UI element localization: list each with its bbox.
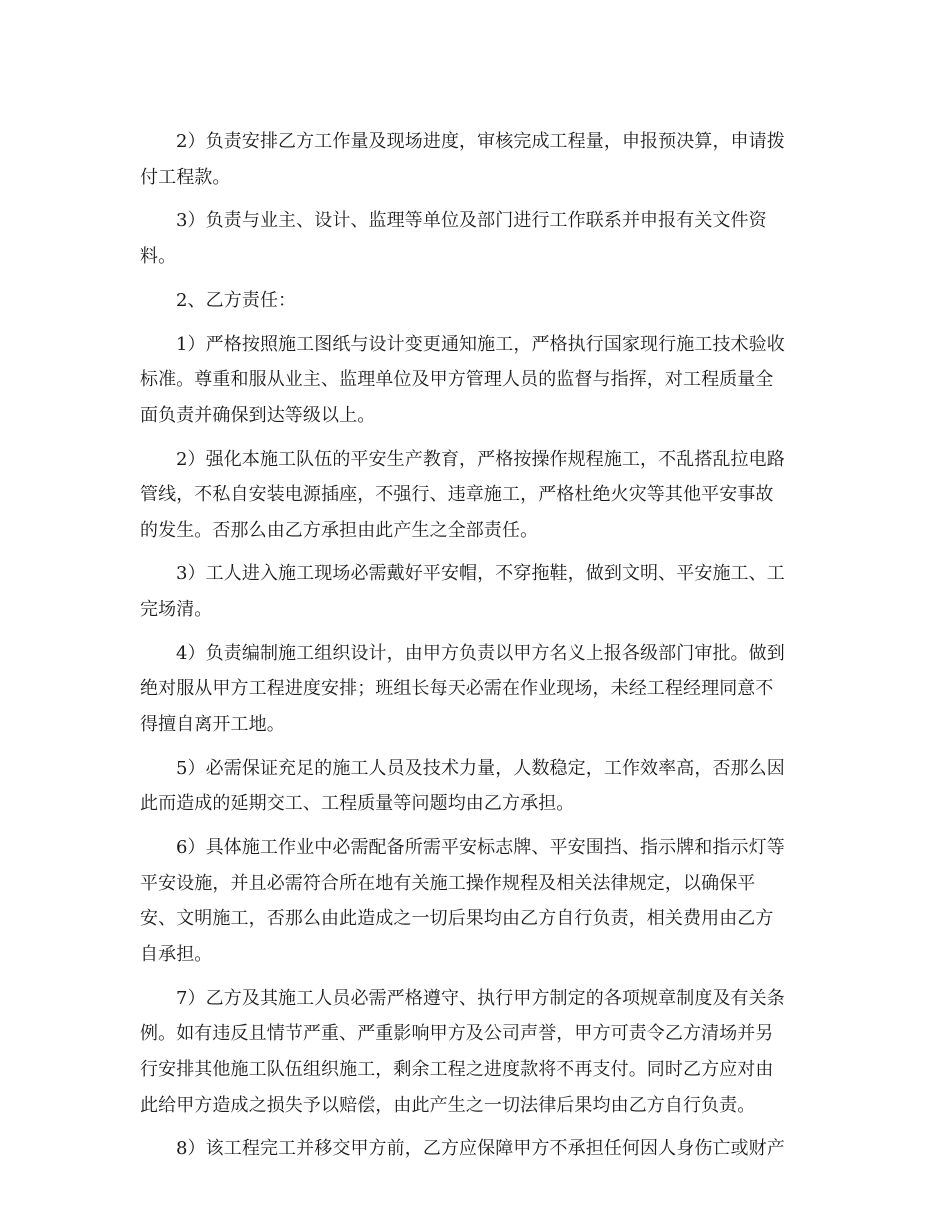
text-line: 标准。尊重和服从业主、监理单位及甲方管理人员的监督与指挥，对工程质量全 — [140, 369, 774, 391]
text-line: 6）具体施工作业中必需配备所需平安标志牌、平安围挡、指示牌和指示灯等 — [176, 837, 785, 859]
paragraph — [140, 830, 804, 972]
text-line: 2、乙方责任： — [176, 289, 297, 311]
text-line: 得擅自离开工地。 — [140, 714, 285, 736]
paragraph — [140, 1131, 804, 1167]
text-line: 的发生。否那么由乙方承担由此产生之全部责任。 — [140, 519, 539, 541]
paragraph — [140, 442, 804, 549]
text-line: 7）乙方及其施工人员必需严格遵守、执行甲方制定的各项规章制度及有关条 — [176, 987, 785, 1009]
text-line: 2）强化本施工队伍的平安生产教育，严格按操作规程施工，不乱搭乱拉电路 — [176, 448, 785, 470]
text-line: 付工程款。 — [140, 166, 231, 188]
text-line: 8）该工程完工并移交甲方前，乙方应保障甲方不承担任何因人身伤亡或财产 — [176, 1138, 785, 1160]
text-line: 3）负责与业主、设计、监理等单位及部门进行工作联系并申报有关文件资 — [176, 210, 767, 232]
text-line: 例。如有违反且情节严重、严重影响甲方及公司声誉，甲方可责令乙方清场并另 — [140, 1023, 774, 1045]
text-line: 面负责并确保到达等级以上。 — [140, 404, 376, 426]
text-line: 自承担。 — [140, 943, 213, 965]
text-line: 2）负责安排乙方工作量及现场进度，审核完成工程量，申报预决算，申请拨 — [176, 131, 785, 152]
text-line: 管线，不私自安装电源插座，不强行、违章施工，严格杜绝火灾等其他平安事故 — [140, 484, 774, 506]
document-body — [140, 124, 804, 1175]
text-line: 3）工人进入施工现场必需戴好平安帽，不穿拖鞋，做到文明、平安施工、工 — [176, 563, 785, 585]
text-line: 安、文明施工，否那么由此造成之一切后果均由乙方自行负责，相关费用由乙方 — [140, 908, 774, 930]
text-line: 4）负责编制施工组织设计，由甲方负责以甲方名义上报各级部门审批。做到 — [176, 642, 785, 664]
text-line: 完场清。 — [140, 599, 213, 621]
paragraph — [140, 636, 804, 743]
text-line: 料。 — [140, 245, 177, 267]
text-line: 5）必需保证充足的施工人员及技术力量，人数稳定，工作效率高，否那么因 — [176, 757, 785, 779]
paragraph — [140, 203, 804, 274]
paragraph — [140, 124, 804, 195]
paragraph — [140, 751, 804, 822]
paragraph — [140, 556, 804, 627]
text-line: 此给甲方造成之损失予以赔偿，由此产生之一切法律后果均由乙方自行负责。 — [140, 1094, 756, 1116]
paragraph — [140, 327, 804, 434]
paragraph — [140, 283, 804, 319]
text-line: 绝对服从甲方工程进度安排；班组长每天必需在作业现场，未经工程经理同意不 — [140, 678, 774, 700]
text-line: 1）严格按照施工图纸与设计变更通知施工，严格执行国家现行施工技术验收 — [176, 333, 785, 355]
text-line: 行安排其他施工队伍组织施工，剩余工程之进度款将不再支付。同时乙方应对由 — [140, 1058, 774, 1080]
text-line: 此而造成的延期交工、工程质量等问题均由乙方承担。 — [140, 793, 575, 815]
paragraph — [140, 981, 804, 1123]
text-line: 平安设施，并且必需符合所在地有关施工操作规程及相关法律规定，以确保平 — [140, 872, 756, 894]
